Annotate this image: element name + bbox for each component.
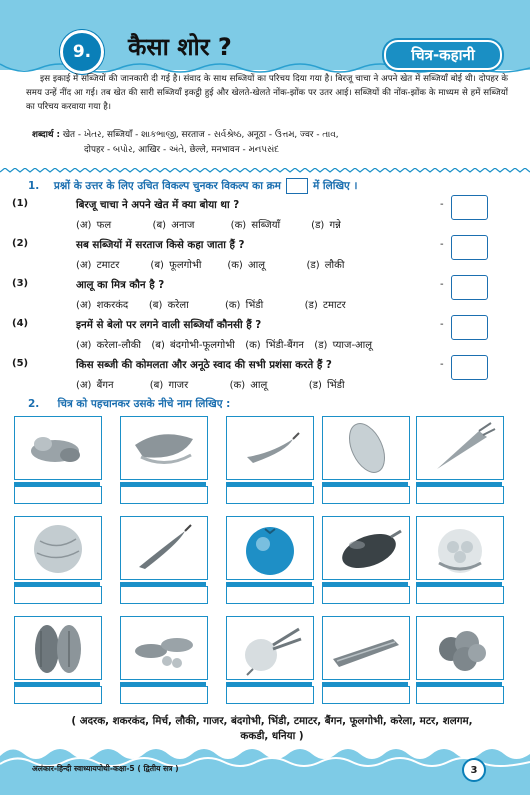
vegetable-sketch — [417, 617, 503, 679]
name-answer-box[interactable] — [322, 586, 410, 604]
answer-dash: - — [440, 319, 444, 330]
page-title: कैसा शोर ? — [128, 33, 232, 61]
category-tag: चित्र-कहानी — [384, 40, 502, 70]
vegetable-sketch — [323, 417, 409, 479]
name-answer-box[interactable] — [322, 686, 410, 704]
vegetable-sketch — [417, 417, 503, 479]
question-item-options: (अ) बैंगन (ब) गाजर (क) आलू (ड) भिंडी — [76, 380, 345, 391]
question-item-text: बिरजू चाचा ने अपने खेत में क्या बोया था ? — [76, 199, 240, 211]
name-answer-box[interactable] — [322, 486, 410, 504]
question-item-text: सब सब्जियों में सरताज किसे कहा जाता हैं ? — [76, 239, 245, 251]
glossary-label: शब्दार्थ : — [32, 130, 61, 140]
name-answer-box[interactable] — [226, 586, 314, 604]
question-1-number: 1. — [28, 180, 40, 192]
vegetable-sketch — [121, 517, 207, 579]
name-answer-box[interactable] — [14, 486, 102, 504]
word-bank: ( अदरक, शकरकंद, मिर्च, लौकी, गाजर, बंदगोभी, भिंडी, टमाटर, बैंगन, फूलगोभी, करेला, मटर, शलगम, ककडी, धनिया ) — [71, 715, 473, 742]
answer-placeholder-box — [286, 178, 308, 194]
cucumber-picture — [322, 616, 410, 680]
carrot-picture — [416, 416, 504, 480]
vegetable-sketch — [121, 417, 207, 479]
footer-book-title: अलंकार-हिन्दी स्वाध्यायपोथी-कक्षा-5 ( द्वितीय सत्र ) — [32, 764, 179, 773]
question-2-number: 2. — [28, 398, 40, 410]
question-item-options: (अ) शकरकंद (ब) करेला (क) भिंडी (ड) टमाटर — [76, 300, 346, 311]
ginger-picture — [14, 416, 102, 480]
vegetable-sketch — [121, 617, 207, 679]
question-item-number: (3) — [12, 278, 29, 289]
name-answer-box[interactable] — [416, 486, 504, 504]
question-1-text-end: में लिखिए । — [312, 180, 358, 192]
vegetable-sketch — [227, 417, 313, 479]
page-number: 3 — [462, 758, 486, 782]
name-answer-box[interactable] — [226, 686, 314, 704]
vegetable-sketch — [417, 517, 503, 579]
answer-box[interactable] — [451, 195, 488, 220]
unit-number-badge: 9. — [60, 30, 104, 74]
vegetable-sketch — [227, 517, 313, 579]
vegetable-sketch — [227, 617, 313, 679]
okra-picture — [120, 516, 208, 580]
question-2-text: चित्र को पहचानकर उसके नीचे नाम लिखिए : — [57, 398, 231, 410]
question-item-options: (अ) करेला-लौकी (ब) बंदगोभी-फूलगोभी (क) भिंडी-बैंगन (ड) प्याज-आलू — [76, 340, 373, 351]
bitter-gourd-picture — [14, 616, 102, 680]
question-item-number: (1) — [12, 198, 29, 209]
cauliflower-picture — [416, 516, 504, 580]
answer-dash: - — [440, 359, 444, 370]
glossary-line-1: खेत - ખેતર, सब्जियाँ - શાકભાજી, सरताज - સર્વશ્રેષ્ઠ, अनूठा - ઉત્તમ, ज्वर - તાવ, — [62, 130, 339, 140]
question-1-text: प्रश्नों के उत्तर के लिए उचित विकल्प चुनकर विकल्प का क्रम — [53, 180, 281, 192]
section-divider — [0, 168, 530, 176]
name-answer-box[interactable] — [14, 586, 102, 604]
vegetable-sketch — [323, 617, 409, 679]
vegetable-sketch — [323, 517, 409, 579]
question-item-text: इनमें से बेलो पर लगने वाली सब्जियाँ कौनसी हैं ? — [76, 319, 262, 331]
brinjal-picture — [322, 516, 410, 580]
name-answer-box[interactable] — [120, 486, 208, 504]
bottle-gourd-picture — [322, 416, 410, 480]
glossary — [32, 128, 339, 158]
question-item-text: किस सब्जी की कोमलता और अनूठे स्वाद की सभी प्रशंसा करते हैं ? — [76, 359, 332, 371]
question-item-number: (4) — [12, 318, 29, 329]
question-2-heading — [28, 397, 230, 411]
coriander-picture — [416, 616, 504, 680]
answer-dash: - — [440, 279, 444, 290]
vegetable-sketch — [15, 517, 101, 579]
question-item-options: (अ) फल (ब) अनाज (क) सब्जियाँ (ड) गन्ने — [76, 220, 341, 231]
vegetable-sketch — [15, 617, 101, 679]
name-answer-box[interactable] — [120, 586, 208, 604]
sweet-potato-picture — [120, 416, 208, 480]
answer-box[interactable] — [451, 275, 488, 300]
vegetable-sketch — [15, 417, 101, 479]
glossary-line-2: दोपहर - બપોર, आखिर - અંતે, छेल्ले, मनभावन - મનપસંદ — [84, 145, 279, 155]
question-item-options: (अ) टमाटर (ब) फूलगोभी (क) आलू (ड) लौकी — [76, 260, 345, 271]
answer-box[interactable] — [451, 315, 488, 340]
cabbage-picture — [14, 516, 102, 580]
answer-dash: - — [440, 239, 444, 250]
chilli-picture — [226, 416, 314, 480]
answer-box[interactable] — [451, 235, 488, 260]
turnip-picture — [226, 616, 314, 680]
name-answer-box[interactable] — [416, 686, 504, 704]
question-item-number: (5) — [12, 358, 29, 369]
question-1-heading — [28, 178, 358, 194]
name-answer-box[interactable] — [416, 586, 504, 604]
answer-box[interactable] — [451, 355, 488, 380]
name-answer-box[interactable] — [14, 686, 102, 704]
tomato-picture — [226, 516, 314, 580]
name-answer-box[interactable] — [120, 686, 208, 704]
question-item-text: आलू का मित्र कौन है ? — [76, 279, 165, 291]
peas-picture — [120, 616, 208, 680]
intro-text: इस इकाई में सब्जियों की जानकारी दी गई है। संवाद के साथ सब्जियों का परिचय दिया गया है। बिरजू चाचा ने अपने खेत में सब्जियाँ बोई थी। दोपहर के समय उन्हें नींद आ गई। तब खेत की सारी सब्जियाँ इकट्ठी हुई और खेलते-खेलते नोंक-झोंक पर उतर आई। सब्जियों की नोंक-झोंक के माध्यम से हमें सब्जियों का परिचय करवाया गया है। — [26, 74, 508, 112]
answer-dash: - — [440, 199, 444, 210]
intro-paragraph — [26, 72, 508, 114]
name-answer-box[interactable] — [226, 486, 314, 504]
question-item-number: (2) — [12, 238, 29, 249]
